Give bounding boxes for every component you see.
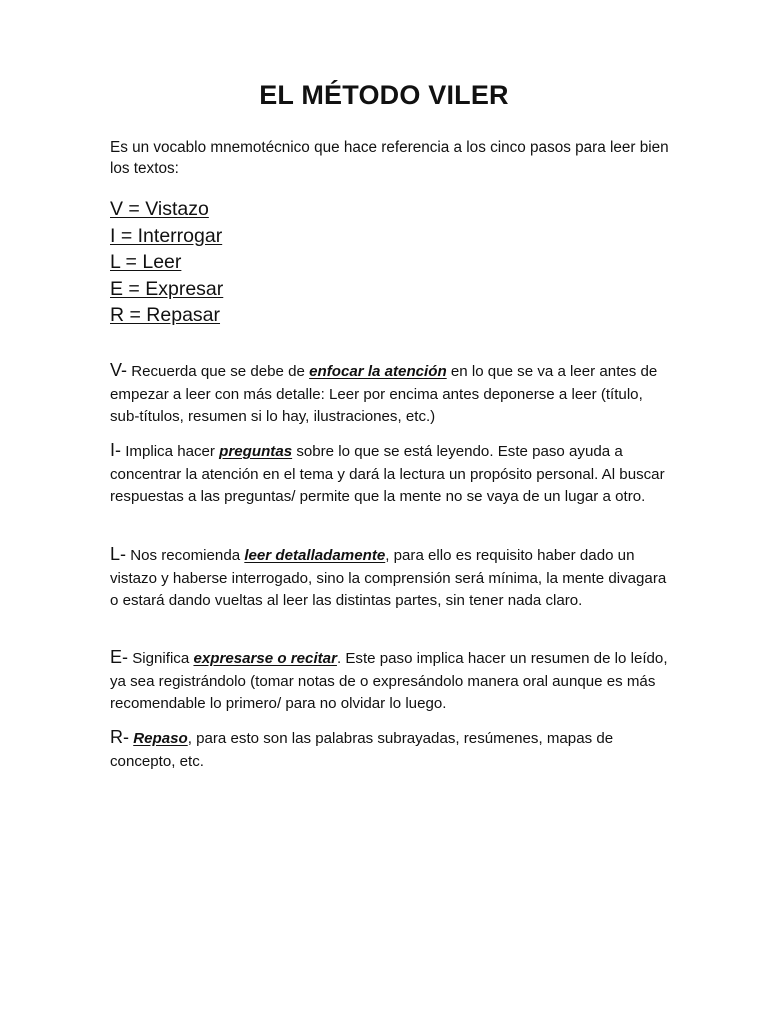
paragraph-text: Nos recomienda [126,547,245,564]
steps-list [110,196,510,329]
paragraph-text: . Este paso implica hacer un resumen de lo leído, ya sea registrándolo (tomar notas de o expresándolo manera oral aunque es más recomendable lo primero/ para no olvidar lo luego. [110,650,668,713]
paragraph-lead: L- [110,544,127,564]
step-r: R = Repasar [110,304,221,327]
step-l: L = Leer [110,251,182,274]
paragraph-i [110,439,670,509]
paragraph-keyword: expresarse o recitar [193,650,337,667]
paragraph-keyword: Repaso [133,730,188,747]
paragraph-e [110,646,670,716]
paragraph-text: Recuerda que se debe de [127,363,310,380]
paragraph-keyword: leer detalladamente [244,547,386,564]
paragraph-keyword: preguntas [219,443,293,460]
paragraph-lead: I- [110,440,121,460]
paragraph-text: sobre lo que se está leyendo. Este paso ayuda a concentrar la atención en el tema y dará la lectura un propósito personal. Al buscar respuestas a las preguntas/ permite que la mente no se vaya de un lugar a otro. [110,443,665,506]
paragraph-lead: E- [110,647,128,667]
paragraph-text: Significa [128,650,194,667]
intro-paragraph: Es un vocablo mnemotécnico que hace referencia a los cinco pasos para leer bien los textos: [110,139,669,177]
step-e: E = Expresar [110,277,224,300]
paragraph-lead: R- [110,727,129,747]
paragraph-text: en lo que se va a leer antes de empezar a leer con más detalle: Leer por encima antes deponerse a leer (título, sub-títulos, resumen si lo hay, ilustraciones, etc.) [110,363,658,426]
paragraph-text: Implica hacer [121,443,220,460]
paragraph-lead: V- [110,360,128,380]
paragraph-r [110,726,670,773]
step-i: I = Interrogar [110,224,223,247]
paragraph-text: , para esto son las palabras subrayadas, resúmenes, mapas de concepto, etc. [110,730,614,770]
page-title: EL MÉTODO VILER [259,80,509,110]
paragraph-l [110,543,670,613]
step-v: V = Vistazo [110,198,209,220]
paragraph-v [110,359,670,429]
paragraph-keyword: enfocar la atención [309,363,447,380]
paragraph-text: , para ello es requisito haber dado un vistazo y haberse interrogado, sino la comprensión será mínima, la mente divagara o estará dando vueltas al leer las distintas partes, sin tener nada claro. [110,547,667,610]
